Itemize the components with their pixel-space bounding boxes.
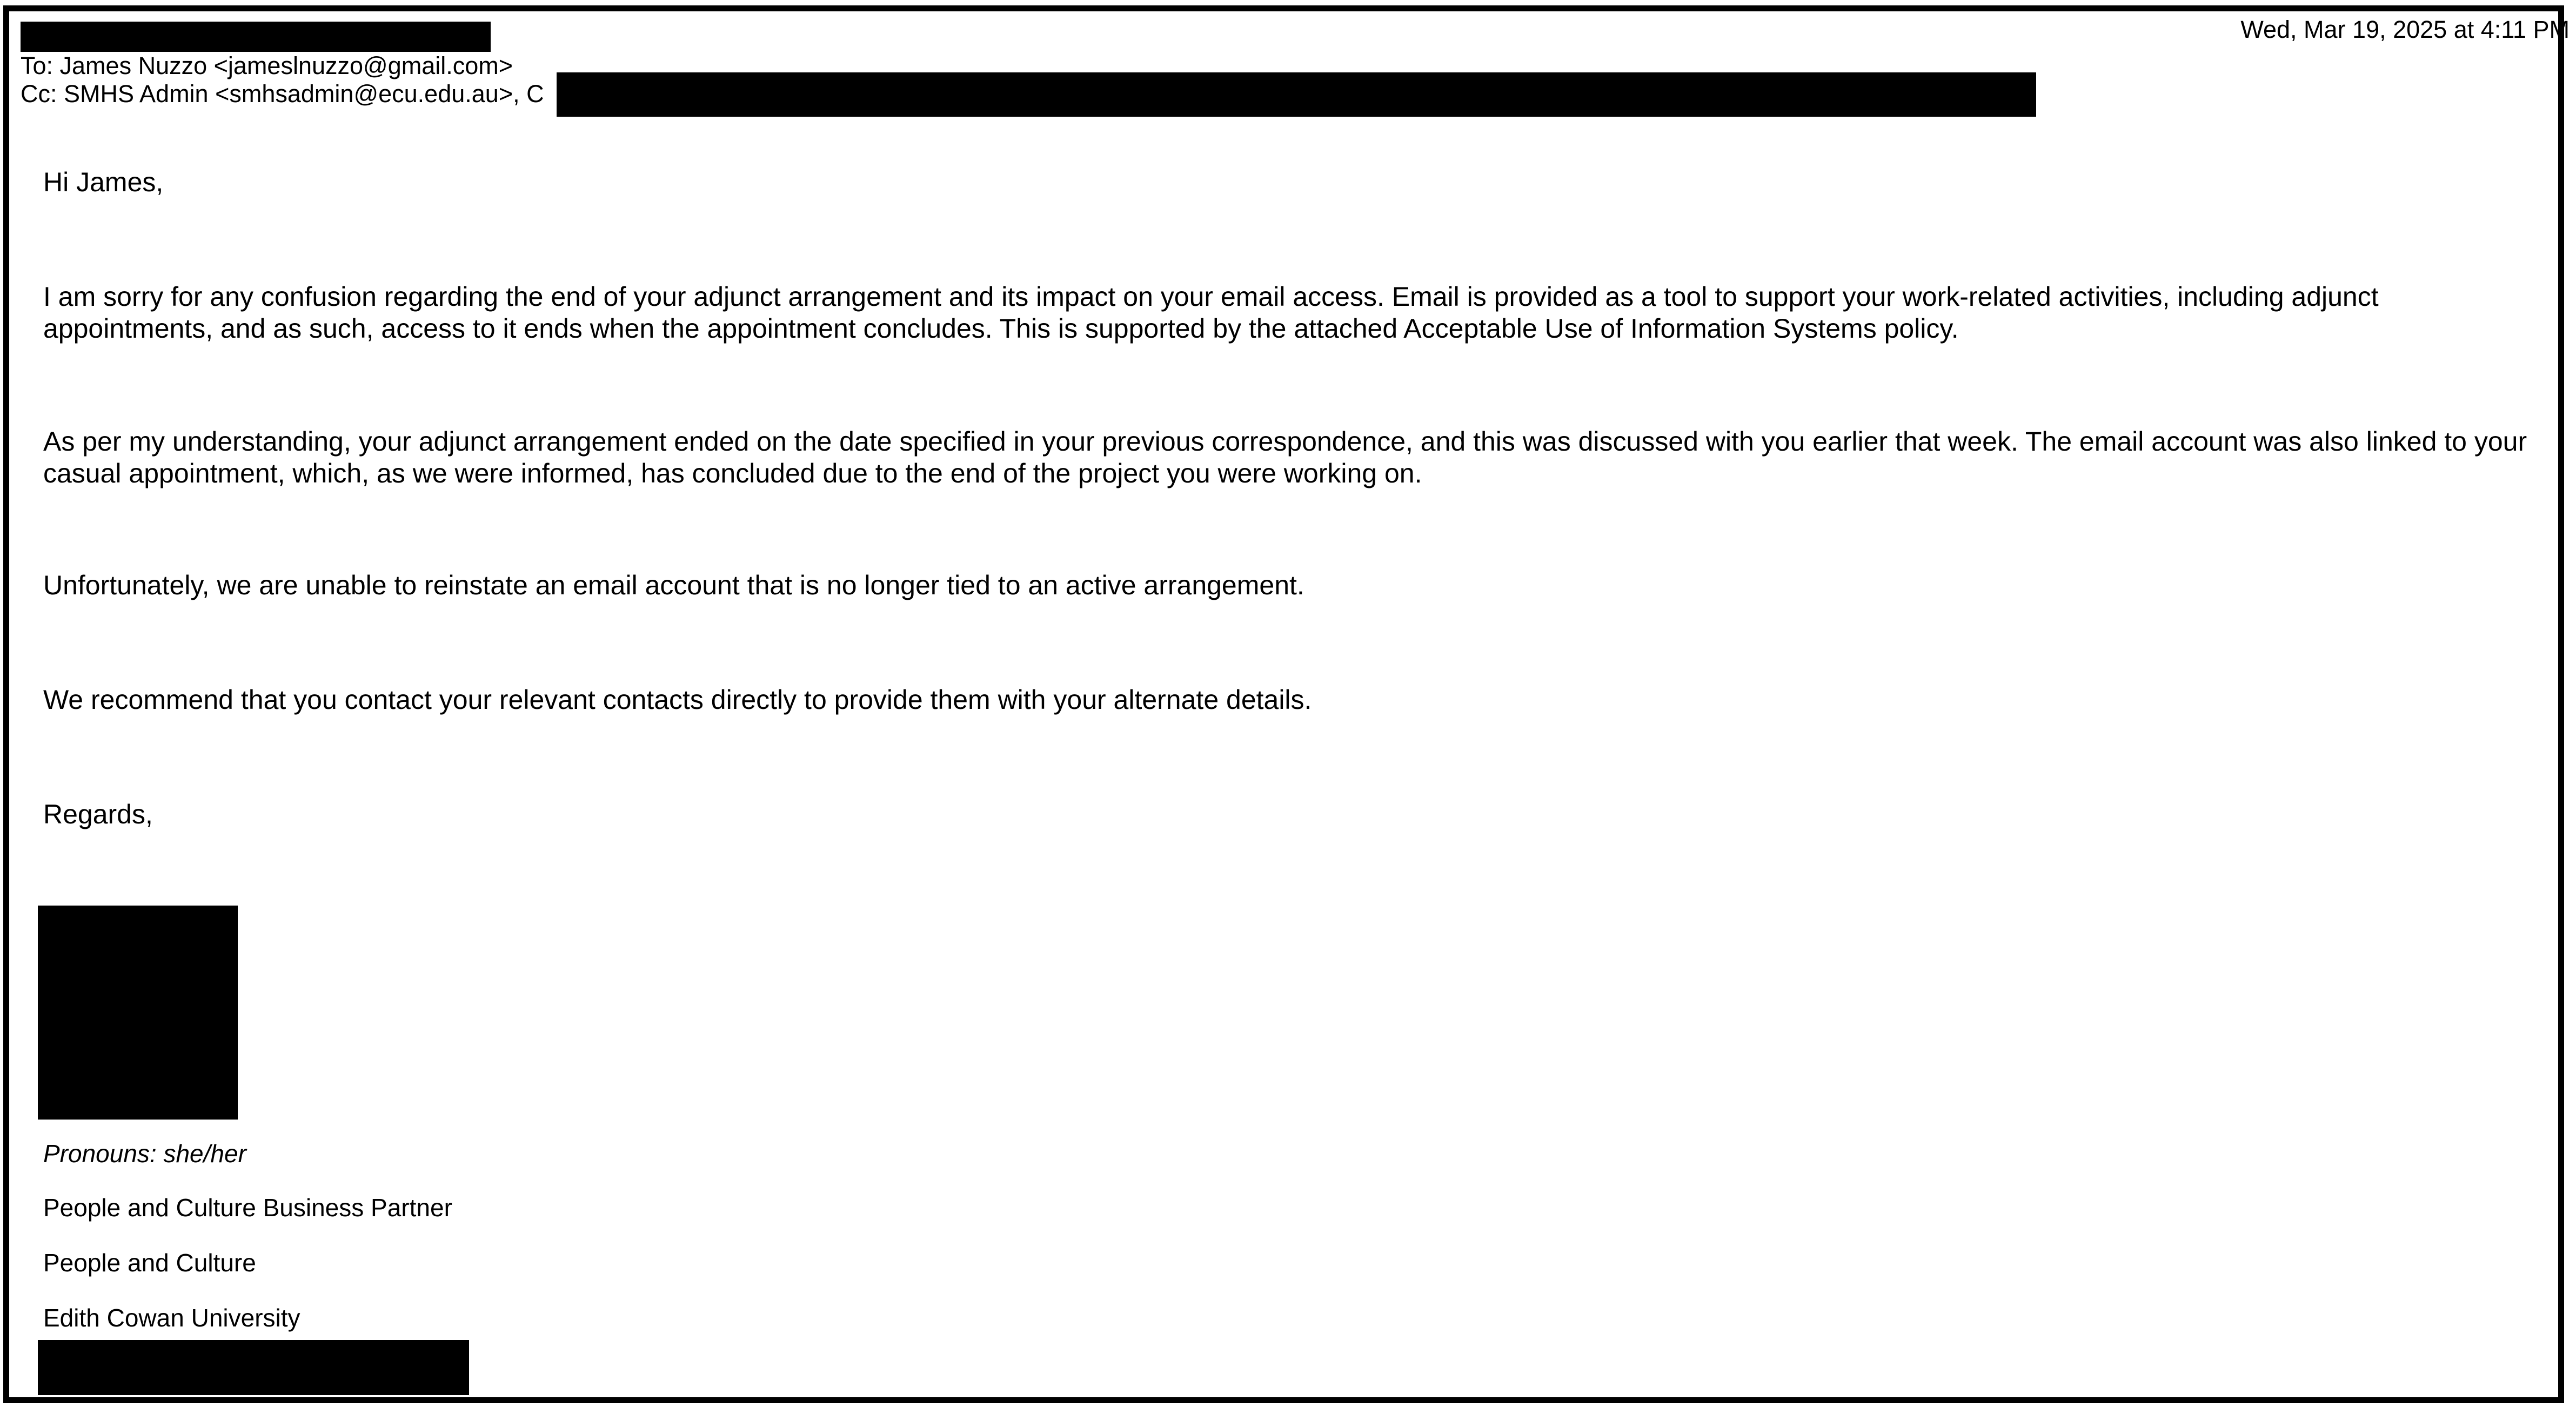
signature-organization: Edith Cowan University: [43, 1304, 300, 1332]
email-paragraph-3: Unfortunately, we are unable to reinstate an email account that is no longer tied to an active arrangement.: [43, 570, 1304, 600]
signature-department: People and Culture: [43, 1249, 256, 1277]
redacted-cc-recipients: [557, 72, 2036, 117]
redacted-sender: [21, 22, 491, 52]
redacted-signature-image: [38, 906, 238, 1120]
email-paragraph-1: I am sorry for any confusion regarding the end of your adjunct arrangement and its impact on your email access. Email is provided as a tool to support your work-related activities, including adjunct appointments, and as such, access to it ends when the appointment concludes. This is supported by the attached Acceptable Use of Information Systems policy.: [43, 282, 2379, 344]
email-greeting: Hi James,: [43, 167, 164, 197]
redacted-signature-contact: [38, 1340, 469, 1395]
signature-job-title: People and Culture Business Partner: [43, 1194, 452, 1222]
email-date: Wed, Mar 19, 2025 at 4:11 PM: [2240, 16, 2570, 43]
signature-pronouns: Pronouns: she/her: [43, 1140, 246, 1168]
to-recipients: To: James Nuzzo <jameslnuzzo@gmail.com>: [21, 52, 513, 79]
cc-recipients: Cc: SMHS Admin <smhsadmin@ecu.edu.au>, C: [21, 80, 544, 108]
email-paragraph-2: As per my understanding, your adjunct arrangement ended on the date specified in your previous correspondence, and this was discussed with you earlier that week. The email account was also linked to your casual appointment, which, as we were informed, has concluded due to the end of the project you were working on.: [43, 426, 2527, 488]
email-closing: Regards,: [43, 799, 153, 829]
email-paragraph-4: We recommend that you contact your relevant contacts directly to provide them with your alternate details.: [43, 685, 1312, 715]
